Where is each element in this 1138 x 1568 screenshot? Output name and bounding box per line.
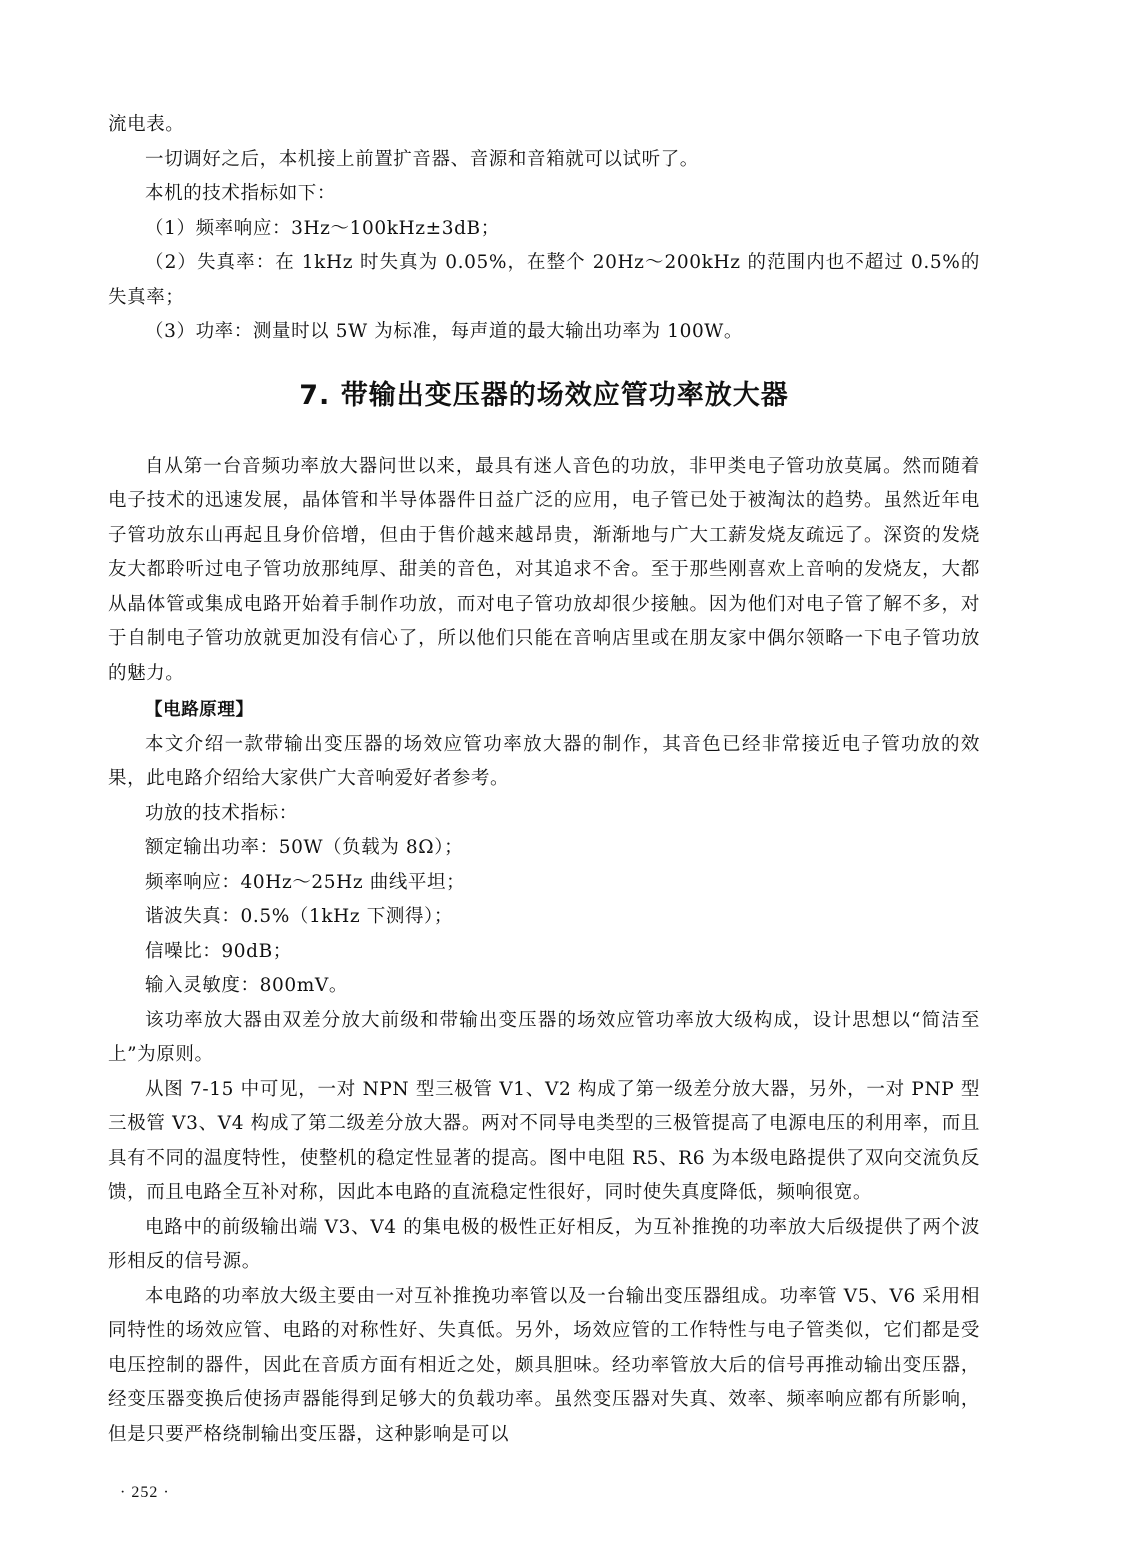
specs-title: 功放的技术指标： [145, 802, 298, 824]
spec-item-power: （3）功率：测量时以 5W 为标准，每声道的最大输出功率为 100W。 [145, 321, 744, 342]
paragraph-front-output: 电路中的前级输出端 V3、V4 的集电极的极性正好相反，为互补推挽的功率放大后级提供了两个波形相反的信号源。 [108, 1216, 980, 1272]
spec-item-distortion: （2）失真率：在 1kHz 时失真为 0.05%，在整个 20Hz～200kHz 的范围内也不超过 0.5%的失真率； [108, 252, 980, 308]
subheading-circuit-principle: 【电路原理】 [145, 700, 254, 720]
section-title: 7. 带输出变压器的场效应管功率放大器 [299, 379, 789, 411]
paragraph-specs-intro: 本机的技术指标如下： [145, 183, 337, 204]
paragraph-intro: 自从第一台音频功率放大器问世以来，最具有迷人音色的功放，非甲类电子管功放莫属。然而随着电子技术的迅速发展，晶体管和半导体器件日益广泛的应用，电子管已处于被淘汰的趋势。虽然近年电子管功放东山再起且身价倍增，但由于售价越来越昂贵，渐渐地与广大工薪发烧友疏远了。深资的发烧友大都聆听过电子管功放那纯厚、甜美的音色，对其追求不舍。至于那些刚喜欢上音响的发烧友，大都从晶体管或集成电路开始着手制作功放，而对电子管功放却很少接触。因为他们对电子管了解不多，对于自制电子管功放就更加没有信心了，所以他们只能在音响店里或在朋友家中偶尔领略一下电子管功放的魅力。 [108, 455, 980, 684]
paragraph-circuit-intro: 本文介绍一款带输出变压器的场效应管功率放大器的制作，其音色已经非常接近电子管功放的效果，此电路介绍给大家供广大音响爱好者参考。 [108, 733, 980, 789]
spec-rated-power: 额定输出功率：50W（负载为 8Ω）； [145, 837, 464, 858]
spec-snr: 信噪比：90dB； [145, 940, 292, 962]
paragraph-structure: 该功率放大器由双差分放大前级和带输出变压器的场效应管功率放大级构成，设计思想以“简洁至上”为原则。 [108, 1009, 980, 1065]
spec-input-sensitivity: 输入灵敏度：800mV。 [145, 975, 348, 996]
spec-frequency-response: 频率响应：40Hz～25Hz 曲线平坦； [145, 871, 466, 893]
page-number: · 252 · [120, 1484, 170, 1501]
spec-item-frequency-response: （1）频率响应：3Hz～100kHz±3dB； [145, 217, 500, 239]
paragraph-power-stage: 本电路的功率放大级主要由一对互补推挽功率管以及一台输出变压器组成。功率管 V5、V6 采用相同特性的场效应管、电路的对称性好、失真低。另外，场效应管的工作特性与电子管类似，它们都是受电压控制的器件，因此在音质方面有相近之处，颇具胆味。经功率管放大后的信号再推动输出变压器，经变压器变换后使扬声器能得到足够大的负载功率。虽然变压器对失真、效率、频率响应都有所影响，但是只要严格绕制输出变压器，这种影响是可以 [108, 1285, 980, 1445]
paragraph-test-listening: 一切调好之后，本机接上前置扩音器、音源和音箱就可以试听了。 [145, 148, 699, 170]
spec-harmonic-distortion: 谐波失真：0.5%（1kHz 下测得）； [145, 906, 453, 927]
paragraph-continuation: 流电表。 [108, 114, 185, 135]
paragraph-differential-stages: 从图 7-15 中可见，一对 NPN 型三极管 V1、V2 构成了第一级差分放大器，另外，一对 PNP 型三极管 V3、V4 构成了第二级差分放大器。两对不同导电类型的三极管提高了电源电压的利用率，而且具有不同的温度特性，使整机的稳定性显著的提高。图中电阻 R5、R6 为本级电路提供了双向交流负反馈，而且电路全互补对称，因此本电路的直流稳定性很好，同时使失真度降低，频响很宽。 [108, 1078, 980, 1203]
text-body [108, 108, 980, 1452]
